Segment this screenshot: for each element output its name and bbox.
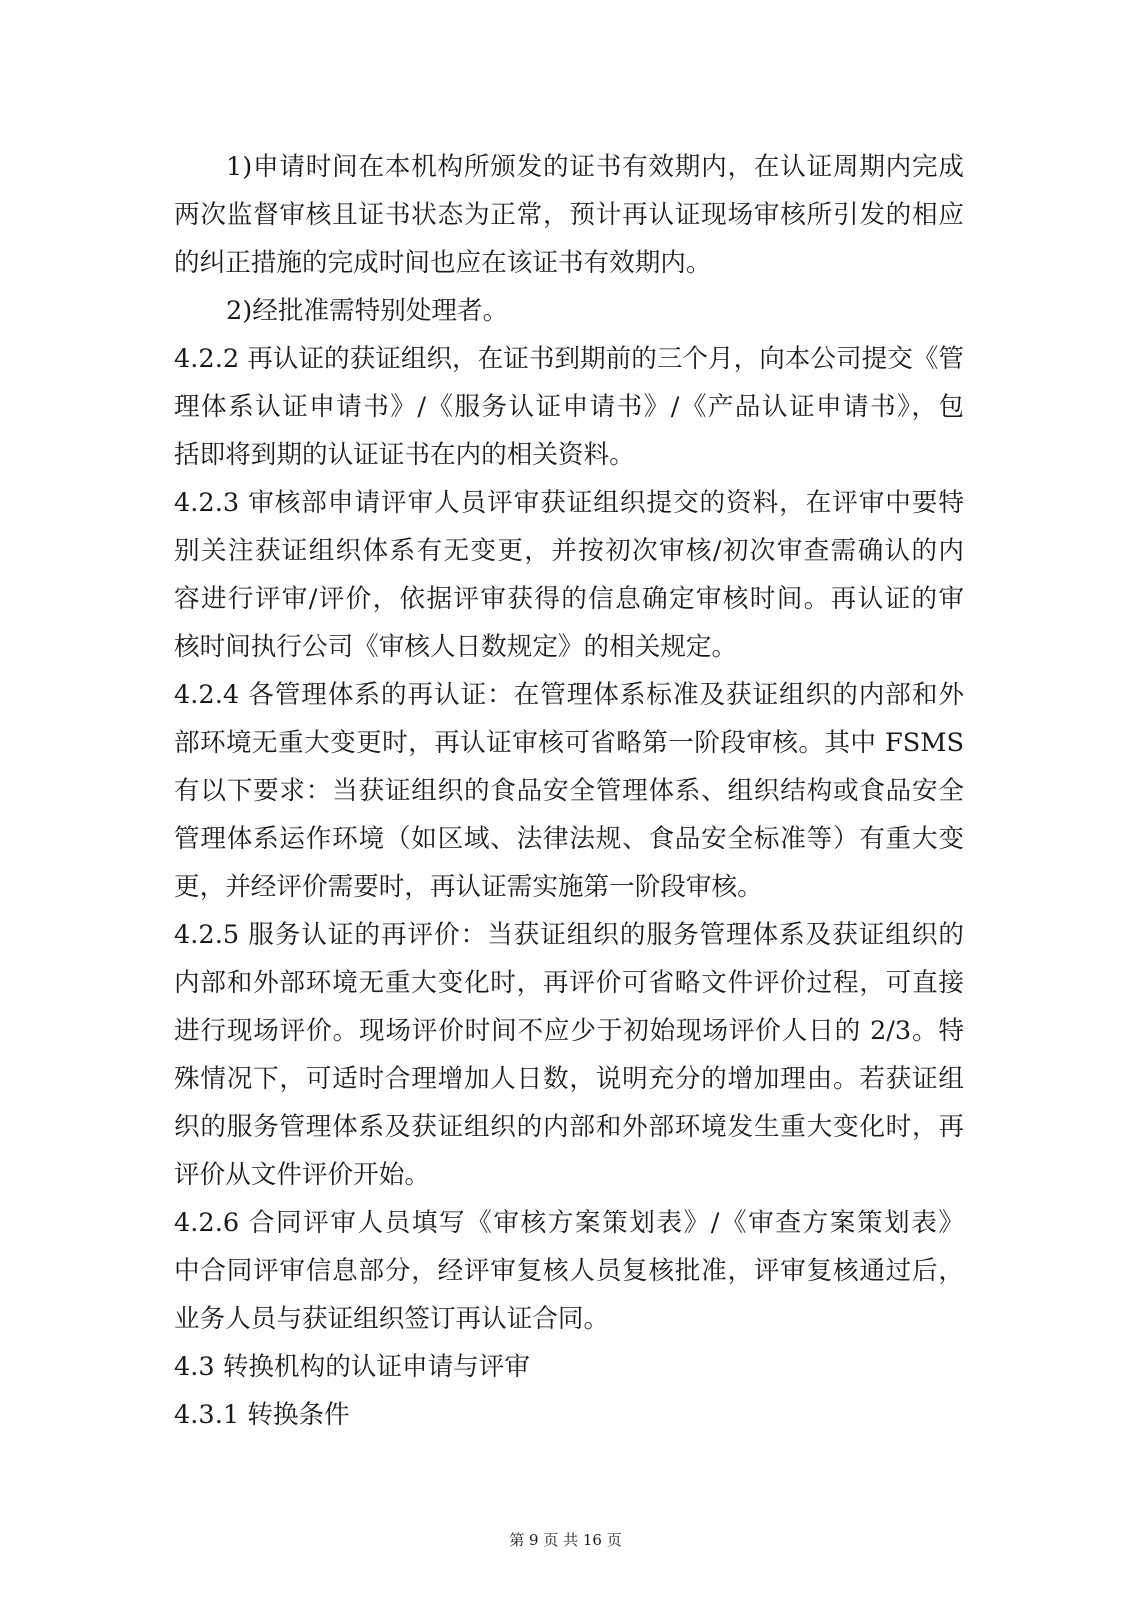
page-number-footer: 第 9 页 共 16 页 bbox=[509, 1531, 622, 1549]
section-heading-4-2-3: 4.2.3 审核部申请评审人员评审获证组织提交的资料，在评审中要特 bbox=[174, 488, 964, 518]
paragraph-line: 部环境无重大变更时，再认证审核可省略第一阶段审核。其中 FSMS bbox=[174, 728, 964, 758]
paragraph-line: 有以下要求：当获证组织的食品安全管理体系、组织结构或食品安全 bbox=[174, 776, 964, 806]
section-heading-4-2-4: 4.2.4 各管理体系的再认证：在管理体系标准及获证组织的内部和外 bbox=[174, 680, 964, 710]
section-heading-4-2-2: 4.2.2 再认证的获证组织，在证书到期前的三个月，向本公司提交《管 bbox=[174, 344, 964, 374]
section-heading-4-2-6: 4.2.6 合同评审人员填写《审核方案策划表》/《审查方案策划表》 bbox=[174, 1208, 964, 1238]
paragraph-line: 括即将到期的认证证书在内的相关资料。 bbox=[174, 440, 635, 470]
paragraph-line: 2)经批准需特别处理者。 bbox=[226, 296, 509, 326]
paragraph-line: 更，并经评价需要时，再认证需实施第一阶段审核。 bbox=[174, 872, 763, 902]
paragraph-line: 1)申请时间在本机构所颁发的证书有效期内，在认证周期内完成 bbox=[226, 152, 964, 182]
paragraph-line: 容进行评审/评价，依据评审获得的信息确定审核时间。再认证的审 bbox=[174, 584, 964, 614]
paragraph-line: 核时间执行公司《审核人日数规定》的相关规定。 bbox=[174, 632, 738, 662]
paragraph-line: 两次监督审核且证书状态为正常，预计再认证现场审核所引发的相应 bbox=[174, 200, 964, 230]
paragraph-line: 的纠正措施的完成时间也应在该证书有效期内。 bbox=[174, 248, 712, 278]
paragraph-line: 管理体系运作环境（如区域、法律法规、食品安全标准等）有重大变 bbox=[174, 824, 964, 854]
paragraph-line: 理体系认证申请书》/《服务认证申请书》/《产品认证申请书》，包 bbox=[174, 392, 964, 422]
paragraph-line: 业务人员与获证组织签订再认证合同。 bbox=[174, 1304, 610, 1334]
paragraph-line: 殊情况下，可适时合理增加人日数，说明充分的增加理由。若获证组 bbox=[174, 1064, 964, 1094]
paragraph-line: 进行现场评价。现场评价时间不应少于初始现场评价人日的 2/3。特 bbox=[174, 1016, 964, 1046]
paragraph-line: 内部和外部环境无重大变化时，再评价可省略文件评价过程，可直接 bbox=[174, 968, 964, 998]
paragraph-line: 中合同评审信息部分，经评审复核人员复核批准，评审复核通过后， bbox=[174, 1256, 964, 1286]
paragraph-line: 织的服务管理体系及获证组织的内部和外部环境发生重大变化时，再 bbox=[174, 1112, 964, 1142]
paragraph-line: 评价从文件评价开始。 bbox=[174, 1160, 430, 1190]
section-heading-4-3-1: 4.3.1 转换条件 bbox=[174, 1400, 350, 1430]
document-body bbox=[174, 143, 964, 1439]
section-heading-4-3: 4.3 转换机构的认证申请与评审 bbox=[174, 1352, 530, 1382]
paragraph-line: 别关注获证组织体系有无变更，并按初次审核/初次审查需确认的内 bbox=[174, 536, 964, 566]
section-heading-4-2-5: 4.2.5 服务认证的再评价：当获证组织的服务管理体系及获证组织的 bbox=[174, 920, 964, 950]
